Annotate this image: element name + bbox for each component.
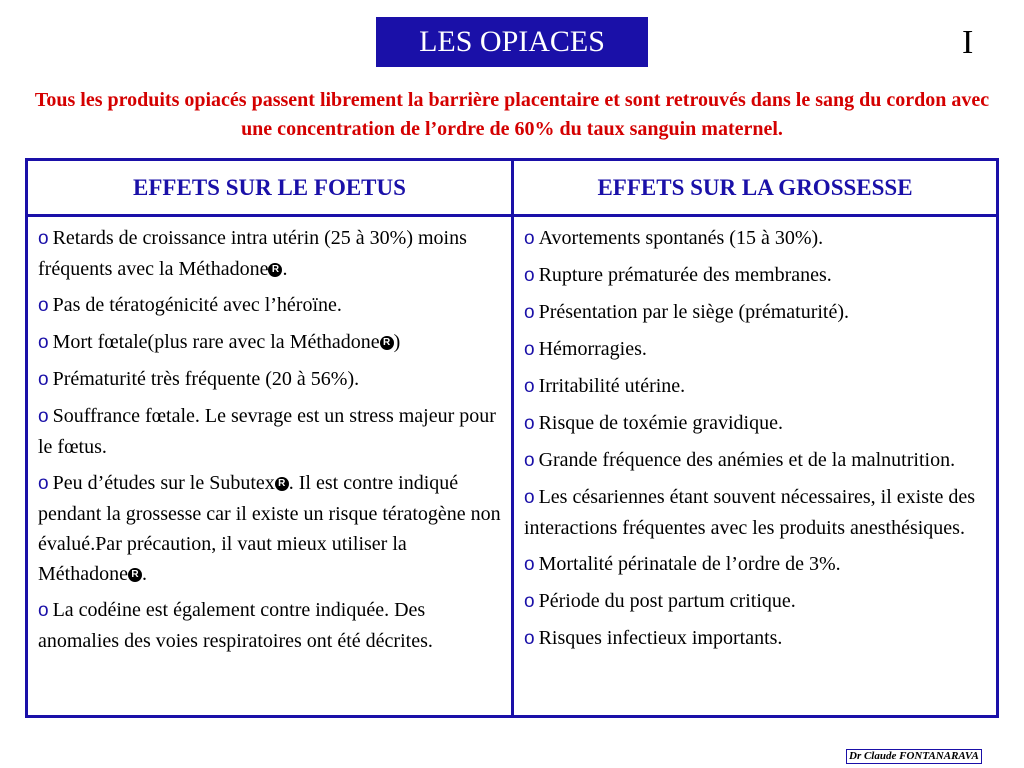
item-text: Rupture prématurée des membranes. — [538, 264, 832, 286]
list-item — [524, 586, 986, 617]
registered-icon: R — [128, 568, 142, 582]
bullet-icon: o — [38, 473, 49, 494]
list-item — [524, 260, 986, 291]
list-item — [524, 482, 986, 543]
item-text: Prématurité très fréquente (20 à 56%). — [52, 368, 360, 390]
slide-title — [376, 17, 648, 67]
list-item — [524, 223, 986, 254]
item-text: Risque de toxémie gravidique. — [538, 412, 783, 434]
item-text-middle: . Il est contre indiqué pendant la grossesse car il existe un risque tératogène non évalué.Par précaution, il vaut mieux utiliser la Méthadone — [38, 472, 501, 585]
list-item — [524, 371, 986, 402]
bullet-icon: o — [524, 628, 535, 649]
bullet-icon: o — [524, 376, 535, 397]
bullet-icon: o — [524, 450, 535, 471]
item-text: Retards de croissance intra utérin (25 à 30%) moins fréquents avec la Méthadone — [38, 227, 467, 280]
bullet-icon: o — [38, 369, 49, 390]
registered-icon: R — [275, 477, 289, 491]
bullet-icon: o — [524, 413, 535, 434]
list-item — [38, 327, 501, 358]
bullet-icon: o — [524, 265, 535, 286]
list-item — [524, 297, 986, 328]
item-text: Peu d’études sur le Subutex — [52, 472, 275, 494]
item-text: Grande fréquence des anémies et de la malnutrition. — [538, 449, 956, 471]
item-text: Risques infectieux importants. — [538, 627, 783, 649]
list-item — [38, 364, 501, 395]
item-text: Période du post partum critique. — [538, 590, 796, 612]
effects-table — [25, 158, 999, 718]
bullet-icon: o — [38, 295, 49, 316]
bullet-icon: o — [38, 406, 49, 427]
item-text: La codéine est également contre indiquée. Des anomalies des voies respiratoires ont été décrites. — [38, 599, 433, 652]
slide-title-text: LES OPIACES — [419, 25, 605, 58]
bullet-icon: o — [38, 228, 49, 249]
item-text: Hémorragies. — [538, 338, 647, 360]
list-item — [524, 334, 986, 365]
fetus-effects-column — [28, 217, 514, 715]
item-text: Irritabilité utérine. — [538, 375, 686, 397]
bullet-icon: o — [524, 302, 535, 323]
list-item — [38, 223, 501, 284]
bullet-icon: o — [38, 600, 49, 621]
list-item — [38, 290, 501, 321]
list-item — [38, 468, 501, 589]
list-item — [524, 408, 986, 439]
item-text: Avortements spontanés (15 à 30%). — [538, 227, 824, 249]
item-text: Mortalité périnatale de l’ordre de 3%. — [538, 553, 841, 575]
bullet-icon: o — [524, 554, 535, 575]
author-credit: Dr Claude FONTANARAVA — [846, 749, 982, 764]
section-number: I — [962, 24, 974, 61]
item-text: Souffrance fœtale. Le sevrage est un stress majeur pour le fœtus. — [38, 405, 496, 458]
registered-icon: R — [380, 336, 394, 350]
list-item — [38, 595, 501, 656]
item-text: Mort fœtale(plus rare avec la Méthadone — [52, 331, 380, 353]
list-item — [524, 549, 986, 580]
item-text: Présentation par le siège (prématurité). — [538, 301, 850, 323]
header-fetus-effects: EFFETS SUR LE FOETUS — [28, 161, 514, 217]
registered-icon: R — [268, 263, 282, 277]
bullet-icon: o — [524, 339, 535, 360]
list-item — [524, 445, 986, 476]
bullet-icon: o — [524, 228, 535, 249]
item-text-end: . — [141, 563, 147, 585]
list-item — [38, 401, 501, 462]
item-text: Les césariennes étant souvent nécessaires, il existe des interactions fréquentes avec les produits anesthésiques. — [524, 486, 976, 539]
item-text-end: ) — [393, 331, 401, 353]
bullet-icon: o — [38, 332, 49, 353]
item-text-end: . — [282, 258, 288, 280]
list-item — [524, 623, 986, 654]
bullet-icon: o — [524, 487, 535, 508]
pregnancy-effects-column — [514, 217, 996, 715]
intro-paragraph: Tous les produits opiacés passent librement la barrière placentaire et sont retrouvés dans le sang du cordon avec une concentration de l’ordre de 60% du taux sanguin maternel. — [34, 89, 990, 140]
header-pregnancy-effects: EFFETS SUR LA GROSSESSE — [514, 161, 996, 217]
bullet-icon: o — [524, 591, 535, 612]
item-text: Pas de tératogénicité avec l’héroïne. — [52, 294, 342, 316]
